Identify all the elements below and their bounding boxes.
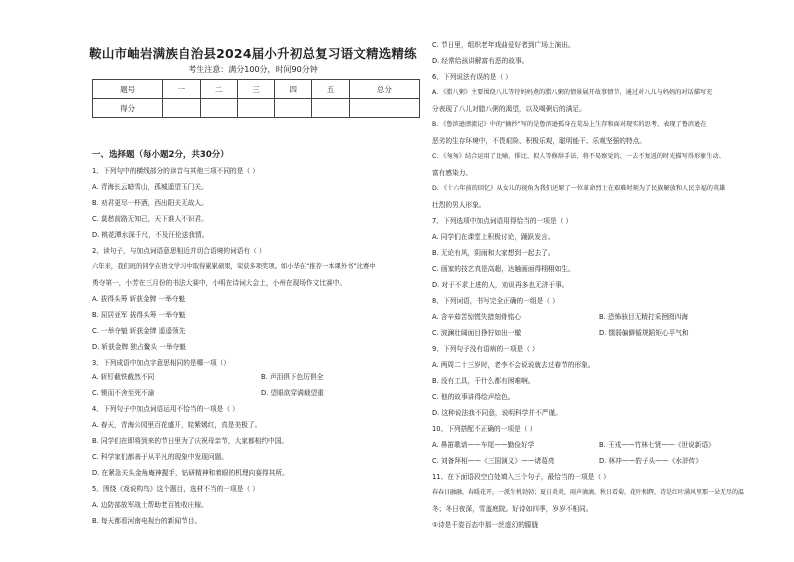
option-line: B. 劝君更尽一杯酒，西出阳关无故人。 [92, 199, 208, 207]
score-row-label: 得分 [93, 99, 163, 118]
option-line: B. 屈居亚军 拔得头筹 一举夺魁 [92, 311, 186, 319]
option-line: D. 斩获金牌 独占鳌头 一举夺魁 [92, 343, 186, 351]
option-line: B. 王戎——竹林七贤——《世说新语》 [599, 441, 715, 449]
option-line: C. 刘备拜相——《三国演义》——诸葛亮 [432, 457, 555, 465]
option-line: D. 《十六年前的回忆》从女儿的视角为我们还原了一位革命烈士在艰难时刻为了民族解放和人民幸福的英雄 [432, 185, 726, 192]
score-cell [163, 99, 200, 118]
option-line: A. 拔得头筹 斩获金牌 一举夺魁 [92, 295, 186, 303]
score-header-cell: 总分 [349, 80, 419, 99]
question-line: 11、在下面语段空白处填入三个句子，最恰当的一项是（ ） [432, 473, 610, 481]
score-cell [275, 99, 312, 118]
option-line: B. 同学们在即将到来的节日里为了庆祝母亲节，大家都相约中国。 [92, 437, 289, 445]
score-table-header-row [93, 80, 420, 99]
score-header-cell: 四 [275, 80, 312, 99]
passage-line: 勇夺第一，小芳在三月份的书法大赛中，小明在诗词大会上，小州在现场作文比赛中。 [92, 279, 347, 287]
option-line: D. 望眼欲穿满载望重 [261, 389, 324, 397]
question-line: 2、读句子，与加点词语意思相近并切合语境的词语有（ ） [92, 247, 266, 255]
option-line: C. 莫愁前路无知己，天下谁人不识君。 [92, 215, 208, 223]
option-line: B. 声泪俱下色厉俱全 [261, 373, 324, 381]
passage-line: ①诗是千姿百态中那一丝虚幻的朦胧 [432, 521, 539, 529]
option-line: A. 春天，青海公园里百花盛开，姹紫嫣红，真是美极了。 [92, 421, 262, 429]
option-line: D. 懦弱偏僻循规蹈矩心平气和 [599, 329, 689, 337]
score-table [92, 79, 420, 118]
option-line: D. 桃花潭水深千尺，不及汪伦送我情。 [92, 231, 209, 239]
option-line: 恶劣的生存环境中，不畏艰险、积极乐观，聪明能干、乐观坚强的特点。 [432, 137, 646, 145]
option-line: C. 节日里，组织老年戏曲爱好者到广场上演出。 [432, 41, 575, 49]
option-line: B. 《鲁滨逊漂流记》中的“摘抄”写的是鲁滨逊孤身在荒岛上生存和面对现实的思考，表现了鲁滨逊在 [432, 121, 707, 128]
question-line: 7、下列选项中加点词语用得恰当的一项是（ ） [432, 217, 573, 225]
score-cell [349, 99, 419, 118]
option-line: 富有感染力。 [432, 169, 473, 177]
option-line: A. 含辛茹苦惊慌失措刻骨铭心 [432, 313, 521, 321]
option-line: A. 鼻笛歌谱——车尾——勤俭好学 [432, 441, 535, 449]
option-line: C. 画家的技艺真是高超，达触画面得栩栩如生。 [432, 265, 575, 273]
score-header-cell: 三 [237, 80, 274, 99]
option-line: D. 经常给孩讲解富有恶的故事。 [432, 57, 529, 65]
score-header-cell: 二 [200, 80, 237, 99]
option-line: C. 科学家们都善于从平凡的现象中发现问题。 [92, 453, 228, 461]
question-line: 5、围绕《戏说构鸟》这个题目，选材不当的一项是（ ） [92, 485, 259, 493]
question-line: 6、下列说法有误的是（ ） [432, 73, 512, 81]
score-header-cell: 五 [312, 80, 349, 99]
option-line: B. 无论有风，阴雨和大家想到一起去了。 [432, 249, 555, 257]
option-line: A. 两周二十三岁时，老李不会说说就去过春节的形象。 [432, 361, 595, 369]
score-header-cell: 题号 [93, 80, 163, 99]
option-line: B. 没有工具，干什么都有困难啊。 [432, 377, 535, 385]
exam-note: 考生注意：满分100分，时间90分钟 [188, 65, 318, 74]
option-line: A. 同学们在课堂上积极讨论，踊跃发言。 [432, 233, 555, 241]
exam-title: 鞍山市岫岩满族自治县2024届小升初总复习语文精选精练 [89, 46, 417, 61]
passage-line: 冬；冬日夜深，雪盖庭院。好诗如四季，岁岁不相同。 [432, 505, 593, 513]
option-line: A. 斩钉截铁截然不同 [92, 373, 155, 381]
option-line: D. 对于不求上进的人，劝说再多也无济于事。 [432, 281, 569, 289]
section-heading: 一、选择题（每小题2分，共30分） [92, 150, 229, 160]
score-table-score-row [93, 99, 420, 118]
score-cell [237, 99, 274, 118]
option-line: A. 青海长云暗雪山，孤城遥望玉门关。 [92, 183, 208, 191]
option-line: C. 锲而不舍至死不渝 [92, 389, 155, 397]
option-line: A. 《腊八粥》主要围绕八儿等待妈妈煮的腊八粥的情景展开故事情节，通过对八儿与妈妈的对话描写充 [432, 89, 713, 96]
option-line: B. 每天都看河南电视台的新闻节目。 [92, 517, 202, 525]
option-line: D. 在紧急关头金角庵神握手，钻研精神和着眼的机理向赛得其所。 [92, 469, 289, 477]
question-line: 8、下列词语，书写完全正确的一组是（ ） [432, 297, 559, 305]
option-line: C. 他的故事讲得绘声绘色。 [432, 393, 515, 401]
option-line: 分表现了八儿对腊八粥的渴望，以及喝粥后的满足。 [432, 105, 586, 113]
score-header-cell: 一 [163, 80, 200, 99]
passage-line: 六年来，我们班的同学在语文学习中取得累累硕果，荣获多项奖项。如小华在“推荐一本课外书”比赛中 [92, 263, 376, 270]
passage-line: 春春日融融，春暖花开，一派生机勃勃；夏日炎炎，雨声滴滴，秋日看菊，花叶相辉，诗是红叶满风里那一朵无尽的温 [432, 489, 745, 496]
option-line: 壮烈的男人形象。 [432, 201, 486, 209]
question-line: 4、下列句子中加点词语运用不恰当的一项是（ ） [92, 405, 239, 413]
option-line: D. 林冲——豹子头——《水浒传》 [599, 457, 703, 465]
question-line: 9、下列句子没有语病的一项是（ ） [432, 345, 539, 353]
score-cell [200, 99, 237, 118]
option-line: A. 边防部放军战士帮助老百姓收庄稼。 [92, 501, 208, 509]
option-line: D. 这种说法我不同意，说明科学并不严谨。 [432, 409, 562, 417]
option-line: C. 一举夺魁 斩获金牌 遥遥领先 [92, 327, 186, 335]
option-line: B. 恐怖骇目无精打采囫囵四海 [599, 313, 689, 321]
option-line: C. 《匆匆》结合运用了比喻、排比、拟人等修辞手法，将不易察觉的、一去不复返的时光描写得形象生动、 [432, 153, 725, 160]
question-line: 10、下列搭配不正确的一项是（ ） [432, 425, 537, 433]
question-line: 3、下列成语中加点字意思相同的是哪一项（） [92, 359, 231, 367]
score-cell [312, 99, 349, 118]
question-line: 1、下列句中的横线部分的读音与其他三项不同的是（ ） [92, 167, 259, 175]
option-line: C. 波澜壮阔面目狰狞如出一辙 [432, 329, 522, 337]
